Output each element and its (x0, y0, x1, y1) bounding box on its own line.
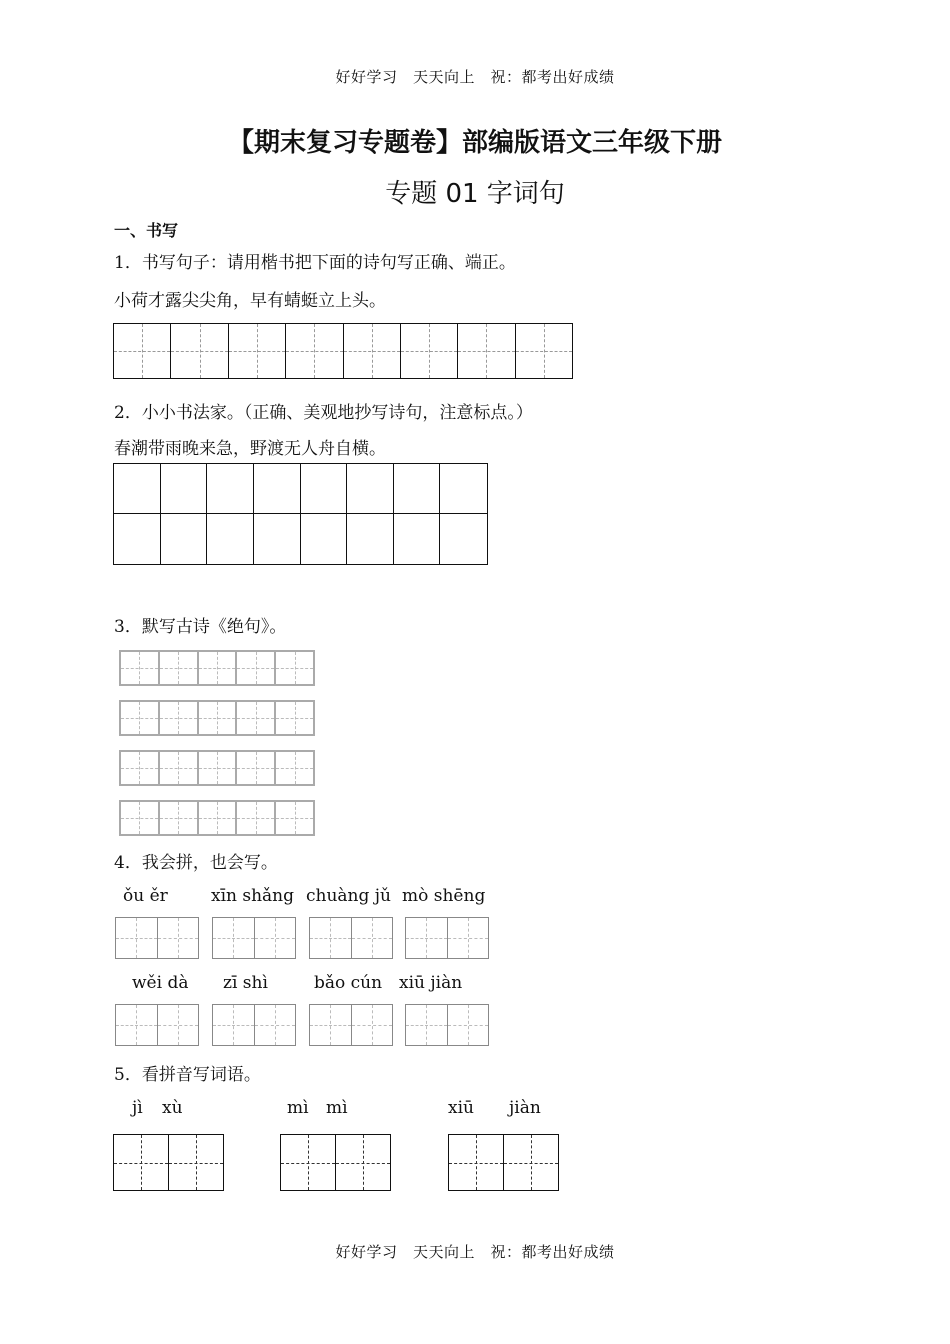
grid-cell[interactable] (516, 324, 572, 378)
page-header: 好好学习 天天向上 祝：都考出好成绩 (335, 68, 615, 86)
pinyin-label: chuàng jǔ (306, 886, 392, 906)
answer-box[interactable] (115, 1004, 199, 1046)
pinyin-label: xīn shǎng (211, 886, 295, 906)
document-title: 【期末复习专题卷】部编版语文三年级下册 (227, 128, 722, 158)
question-2-text: 春潮带雨晚来急，野渡无人舟自横。 (114, 439, 386, 459)
answer-box[interactable] (405, 917, 489, 959)
pinyin-label: xiū (448, 1098, 474, 1118)
grid-cell[interactable] (301, 514, 348, 564)
grid-cell[interactable] (394, 514, 441, 564)
grid-cell[interactable] (207, 514, 254, 564)
section-heading: 一、书写 (114, 221, 179, 240)
poem-line-grid-3[interactable] (119, 750, 315, 786)
grid-cell[interactable] (114, 464, 161, 514)
pinyin-label: mò shēng (402, 886, 486, 906)
grid-cell[interactable] (347, 514, 394, 564)
poem-line-grid-2[interactable] (119, 700, 315, 736)
question-5-prompt: 5．看拼音写词语。 (114, 1065, 261, 1085)
pinyin-label: bǎo cún (314, 973, 383, 993)
answer-box[interactable] (212, 1004, 296, 1046)
question-1-text: 小荷才露尖尖角，早有蜻蜓立上头。 (114, 291, 386, 311)
answer-box[interactable] (309, 1004, 393, 1046)
grid-cell[interactable] (254, 514, 301, 564)
question-2-writing-grid[interactable] (113, 463, 488, 565)
grid-cell[interactable] (401, 324, 458, 378)
answer-box[interactable] (113, 1134, 224, 1191)
grid-cell[interactable] (440, 464, 487, 514)
answer-box[interactable] (212, 917, 296, 959)
pinyin-label: jiàn (509, 1098, 541, 1118)
grid-cell[interactable] (161, 464, 208, 514)
pinyin-label: zī shì (223, 973, 268, 993)
question-1-prompt: 1．书写句子：请用楷书把下面的诗句写正确、端正。 (114, 253, 516, 273)
question-3-prompt: 3．默写古诗《绝句》。 (114, 617, 287, 637)
pinyin-label: jì (132, 1098, 143, 1118)
answer-box[interactable] (405, 1004, 489, 1046)
grid-cell[interactable] (161, 514, 208, 564)
grid-cell[interactable] (254, 464, 301, 514)
grid-cell[interactable] (440, 514, 487, 564)
pinyin-label: mì (287, 1098, 309, 1118)
grid-cell[interactable] (344, 324, 401, 378)
answer-box[interactable] (280, 1134, 391, 1191)
pinyin-label: wěi dà (132, 973, 189, 993)
question-1-writing-grid[interactable] (113, 323, 573, 379)
pinyin-label: xù (162, 1098, 183, 1118)
grid-cell[interactable] (458, 324, 515, 378)
grid-cell[interactable] (114, 514, 161, 564)
grid-cell[interactable] (207, 464, 254, 514)
grid-cell[interactable] (229, 324, 286, 378)
poem-line-grid-4[interactable] (119, 800, 315, 836)
pinyin-label: ǒu ěr (123, 886, 168, 906)
grid-cell[interactable] (301, 464, 348, 514)
pinyin-label: mì (326, 1098, 348, 1118)
grid-cell[interactable] (394, 464, 441, 514)
question-4-prompt: 4．我会拼，也会写。 (114, 853, 278, 873)
page-footer: 好好学习 天天向上 祝：都考出好成绩 (335, 1243, 615, 1261)
poem-line-grid-1[interactable] (119, 650, 315, 686)
question-2-prompt: 2．小小书法家。（正确、美观地抄写诗句，注意标点。） (114, 403, 533, 423)
answer-box[interactable] (448, 1134, 559, 1191)
document-subtitle: 专题 01 字词句 (385, 179, 565, 209)
grid-cell[interactable] (171, 324, 228, 378)
answer-box[interactable] (115, 917, 199, 959)
grid-cell[interactable] (114, 324, 171, 378)
grid-cell[interactable] (286, 324, 343, 378)
pinyin-label: xiū jiàn (399, 973, 463, 993)
grid-cell[interactable] (347, 464, 394, 514)
answer-box[interactable] (309, 917, 393, 959)
